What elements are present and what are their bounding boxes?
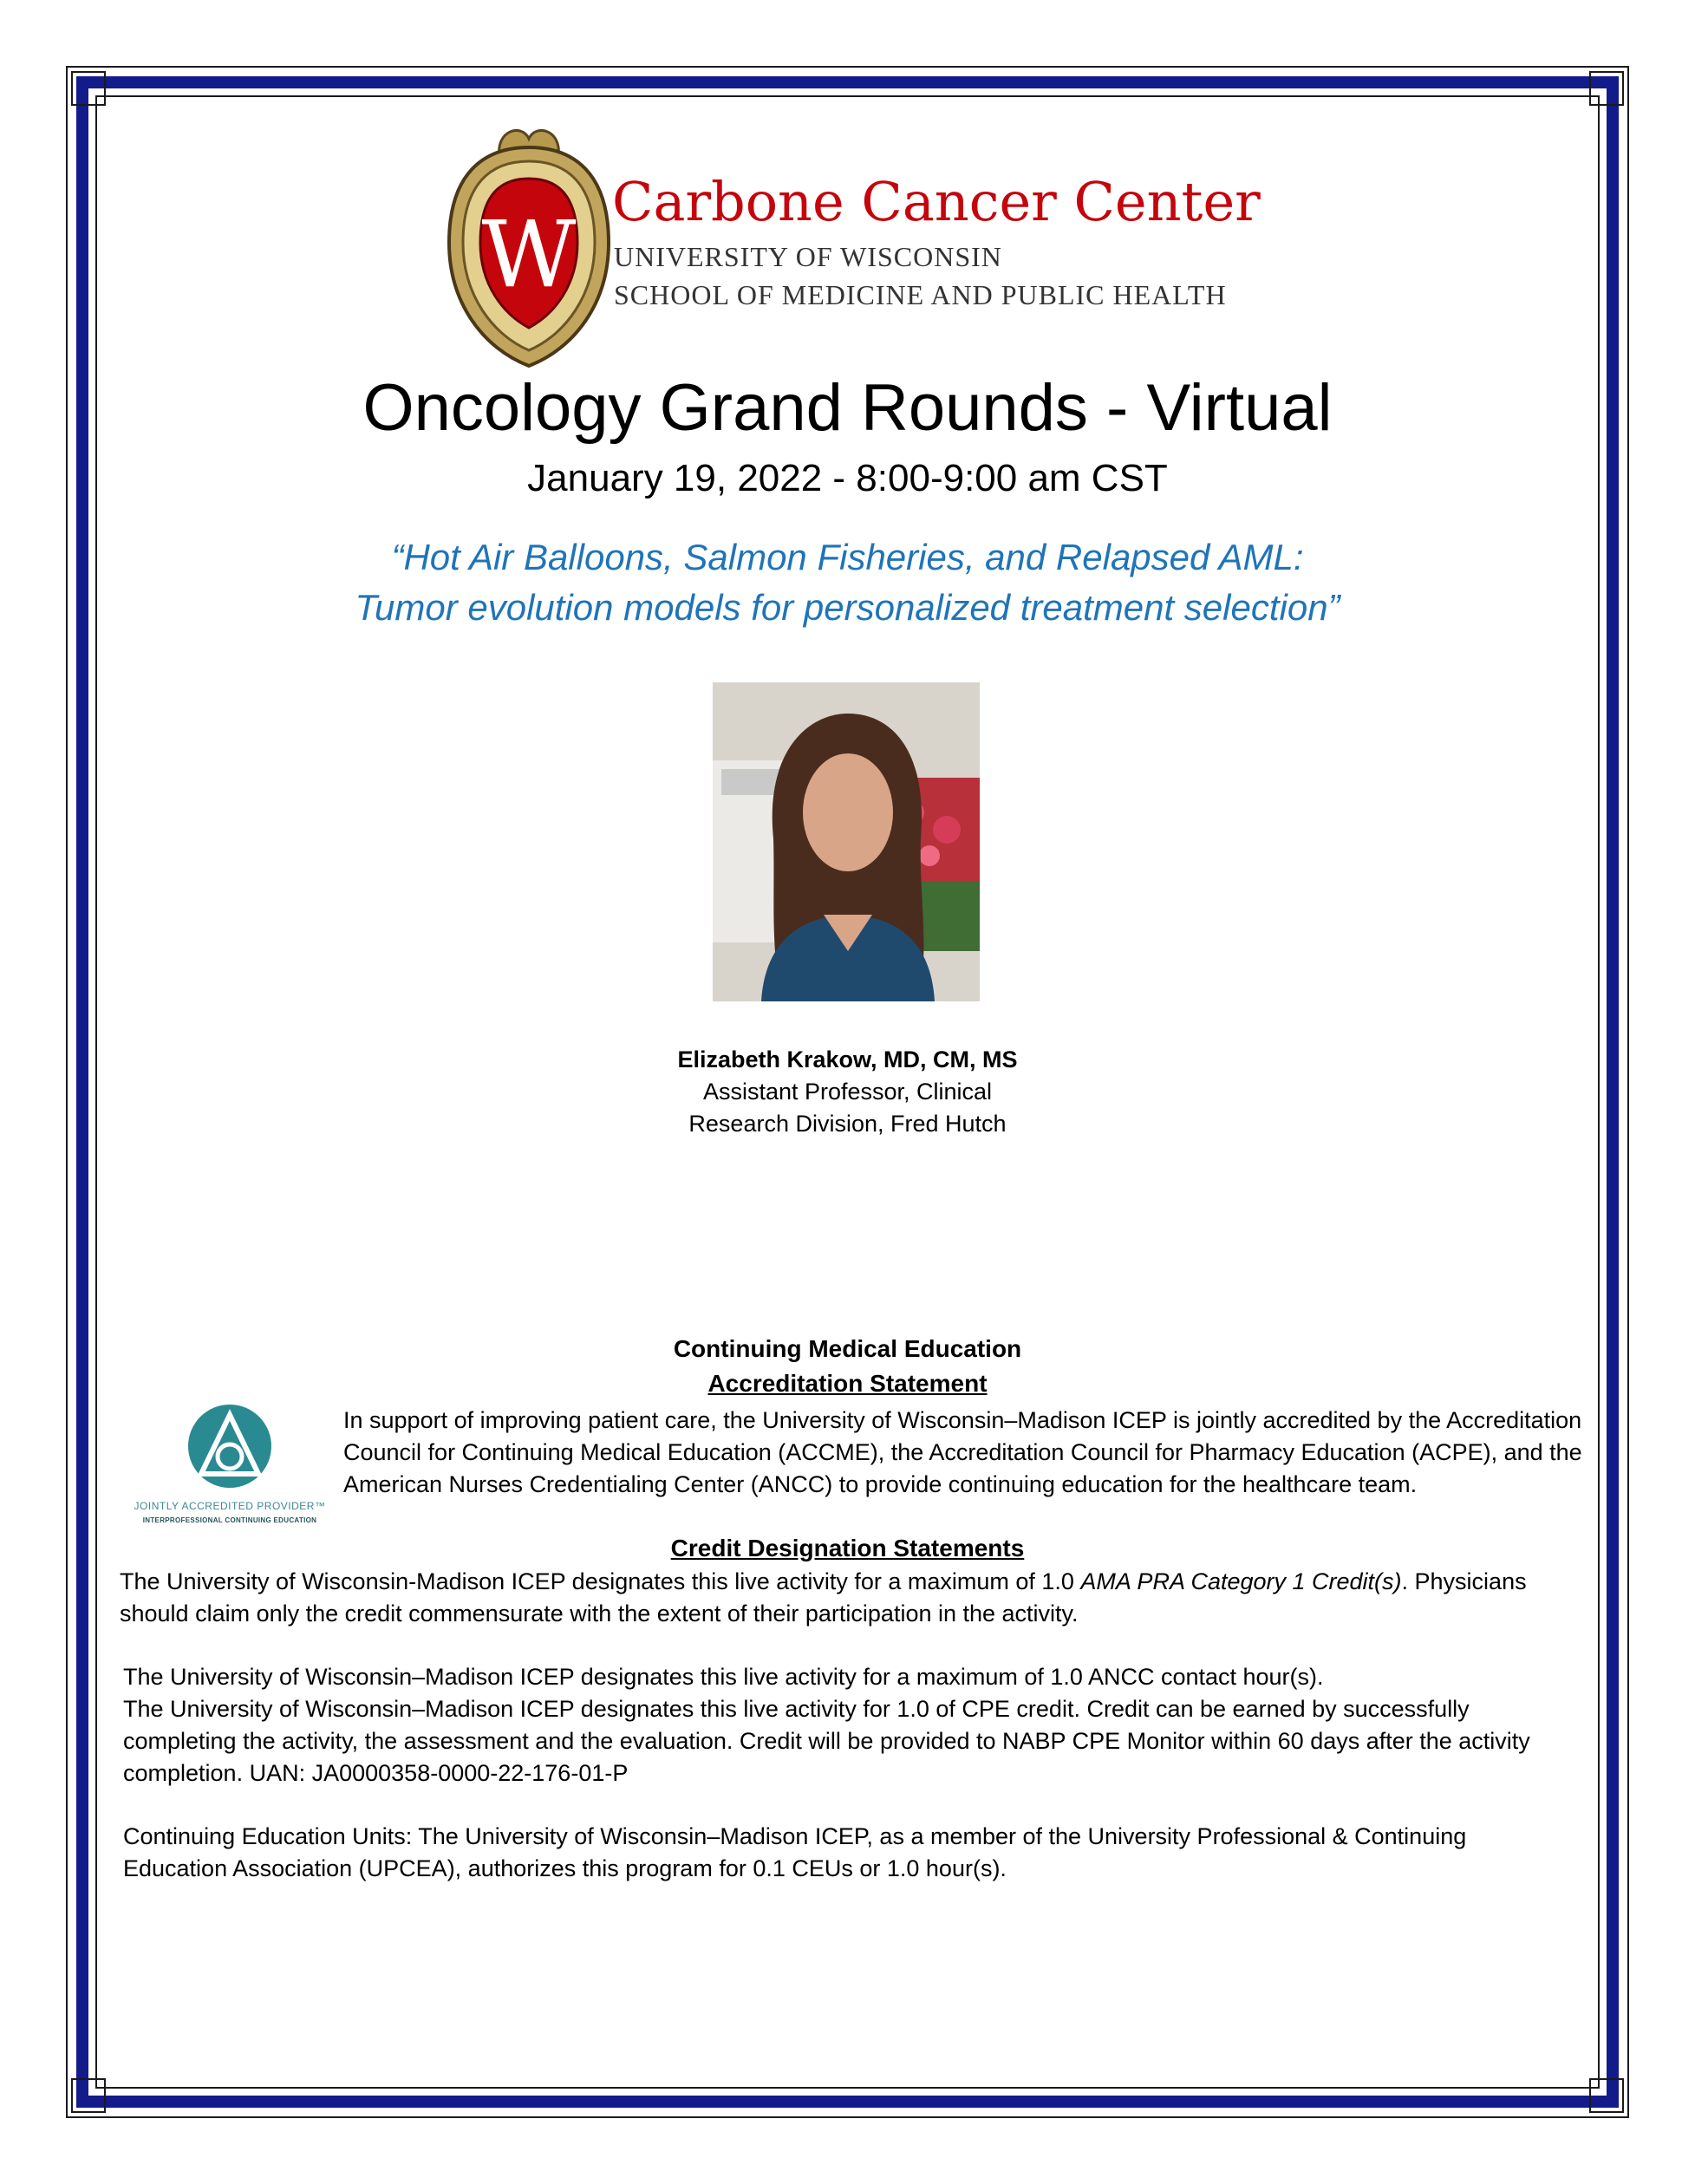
accreditation-text-line-1: In support of improving patient care, the University of Wisconsin–Madison ICEP is jointly accredited by the Accreditation (343, 1407, 1582, 1433)
ama-credit-suffix: . Physicians (1401, 1568, 1527, 1594)
speaker-role-line-2: Research Division, Fred Hutch (688, 1111, 1007, 1137)
uw-crest-logo (444, 121, 614, 369)
ama-credit-line-1 (120, 1566, 1527, 1598)
accreditation-text-line-3: American Nurses Credentialing Center (ANCC) to provide continuing education for the healthcare team. (343, 1471, 1418, 1497)
frame-corner-ornament (1589, 71, 1624, 106)
ama-credit-prefix: The University of Wisconsin-Madison ICEP designates this live activity for a maximum of 1.0 (120, 1568, 1081, 1594)
credit-designation-heading: Credit Designation Statements (670, 1535, 1025, 1561)
frame-corner-ornament (71, 71, 106, 106)
frame-corner-ornament (71, 2078, 106, 2113)
jointly-accredited-sublabel: INTERPROFESSIONAL CONTINUING EDUCATION (142, 1516, 317, 1524)
speaker-role-line-1: Assistant Professor, Clinical (702, 1079, 993, 1105)
frame-corner-ornament (1589, 2078, 1624, 2113)
accreditation-heading: Accreditation Statement (707, 1370, 988, 1397)
ceu-line-2: Education Association (UPCEA), authorizes this program for 0.1 CEUs or 1.0 hour(s). (123, 1855, 1007, 1881)
ama-credit-line-2: should claim only the credit commensurate with the extent of their participation in the activity. (120, 1601, 1079, 1627)
brand-university: UNIVERSITY OF WISCONSIN (614, 241, 1002, 272)
accreditation-text-line-2: Council for Continuing Medical Education (ACCME), the Accreditation Council for Pharmacy Education (ACPE), and the (343, 1439, 1582, 1465)
ama-credit-italic: AMA PRA Category 1 Credit(s) (1080, 1568, 1402, 1594)
talk-title-line-1: “Hot Air Balloons, Salmon Fisheries, and Relapsed AML: (391, 537, 1304, 577)
svg-text:W: W (481, 201, 577, 308)
cme-heading: Continuing Medical Education (673, 1335, 1022, 1362)
event-title: Oncology Grand Rounds - Virtual (362, 371, 1333, 445)
brand-name: Carbone Cancer Center (612, 170, 1261, 233)
brand-school: SCHOOL OF MEDICINE AND PUBLIC HEALTH (614, 279, 1227, 310)
event-date-time: January 19, 2022 - 8:00-9:00 am CST (527, 457, 1168, 499)
speaker-name: Elizabeth Krakow, MD, CM, MS (677, 1046, 1018, 1072)
ceu-line-1: Continuing Education Units: The University of Wisconsin–Madison ICEP, as a member of the University Professional & Continuing (123, 1823, 1467, 1849)
jointly-accredited-logo (132, 1403, 328, 1533)
speaker-photo (713, 682, 980, 1001)
cpe-credit-line-3: completion. UAN: JA0000358-0000-22-176-01-P (123, 1760, 629, 1786)
cpe-credit-line-1: The University of Wisconsin–Madison ICEP designates this live activity for 1.0 of CPE credit. Credit can be earned by successfully (123, 1696, 1470, 1722)
jointly-accredited-label: JOINTLY ACCREDITED PROVIDER™ (134, 1500, 326, 1512)
ancc-credit-line: The University of Wisconsin–Madison ICEP designates this live activity for a maximum of 1.0 ANCC contact hour(s). (123, 1664, 1324, 1690)
cpe-credit-line-2: completing the activity, the assessment and the evaluation. Credit will be provided to NABP CPE Monitor within 60 days after the activity (123, 1728, 1530, 1754)
talk-title-line-2: Tumor evolution models for personalized treatment selection” (355, 587, 1340, 628)
